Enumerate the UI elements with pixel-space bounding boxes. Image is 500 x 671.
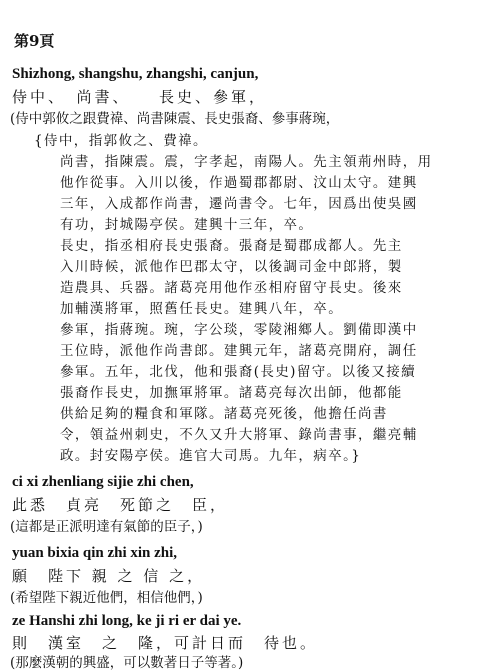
page-label: 第9頁	[14, 32, 55, 50]
translation-line-3: (希望陛下親近他們，相信他們，)	[10, 590, 203, 606]
pinyin-line-4: ze Hanshi zhi long, ke ji ri er dai ye.	[12, 613, 242, 629]
pinyin-line-3: yuan bixia qin zhi xin zhi,	[12, 545, 178, 561]
translation-line-2: (這都是正派明達有氣節的臣子，)	[10, 519, 203, 535]
note-line: 入川時候，派他作巴郡太守，以後調司金中郎將，製	[60, 259, 403, 275]
note-line: 長史，指丞相府長史張裔。張裔是蜀郡成都人。先主	[60, 238, 403, 254]
note-line: 供給足夠的糧食和軍隊。諸葛亮死後，他擔任尚書	[60, 406, 388, 422]
note-line: 王位時，派他作尚書郎。建興元年，諸葛亮開府，調任	[60, 343, 418, 359]
note-line: 尚書，指陳震。震，字孝起，南陽人。先主領荊州時，用	[60, 154, 433, 170]
pinyin-line-2: ci xi zhenliang sijie zhi chen,	[12, 474, 194, 490]
note-line: 三年，入成都作尚書，遷尚書令。七年，因爲出使吳國	[60, 196, 418, 212]
translation-line-4: (那麼漢朝的興盛，可以數著日子等著。)	[10, 655, 244, 671]
note-line: 參軍。五年，北伐，他和張裔(長史)留守。以後又接續	[60, 364, 417, 380]
hanzi-line-1: 侍中、 尚書、 長史、參軍，	[12, 88, 268, 106]
note-line: 造農具、兵器。諸葛亮用他作丞相府留守長史。後來	[60, 280, 403, 296]
note-line: 政。封安陽亭侯。進官大司馬。九年，病卒。}	[60, 448, 362, 464]
note-line: 張裔作長史，加撫軍將軍。諸葛亮每次出師，他都能	[60, 385, 403, 401]
note-line: 加輔漢將軍，照舊任長史。建興八年，卒。	[60, 301, 344, 317]
hanzi-line-4: 則 漢室 之 隆，可計日而 待也。	[12, 634, 319, 652]
note-line: 他作從事。入川以後，作過蜀郡都尉、汶山太守。建興	[60, 175, 418, 191]
note-line: 有功，封城陽亭侯。建興十三年，卒。	[60, 217, 314, 233]
pinyin-line-1: Shizhong, shangshu, zhangshi, canjun,	[12, 66, 259, 82]
translation-line-1: (侍中郭攸之跟費禕、尚書陳震、長史張裔、參事蔣琬，	[10, 111, 340, 127]
note-line: {侍中，指郭攸之、費禕。	[34, 133, 208, 149]
hanzi-line-3: 願 陛下 親 之 信 之，	[12, 567, 206, 585]
hanzi-line-2: 此悉 貞亮 死節之 臣，	[12, 496, 229, 514]
note-line: 參軍，指蔣琬。琬，字公琰，零陵湘鄉人。劉備即漢中	[60, 322, 418, 338]
note-line: 令，領益州刺史，不久又升大將軍、錄尚書事，繼亮輔	[60, 427, 418, 443]
